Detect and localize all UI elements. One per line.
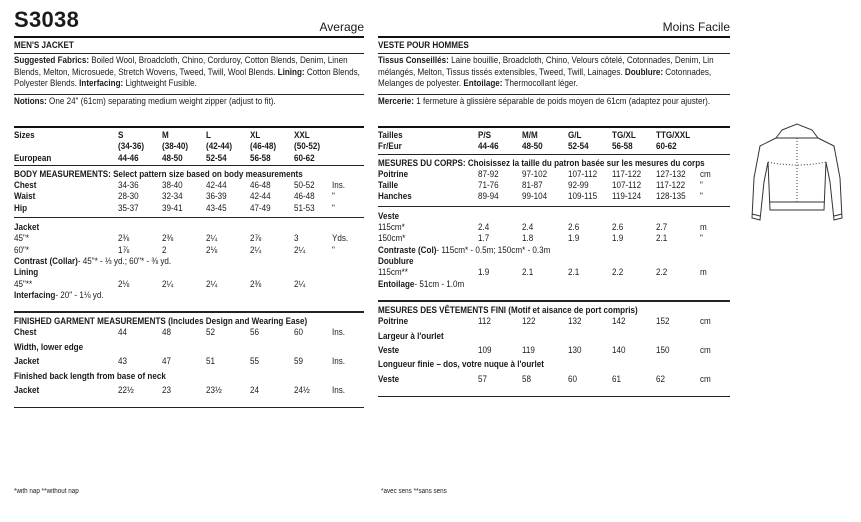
size-name: P/S <box>478 130 492 140</box>
value-cell: 51 <box>206 356 216 367</box>
lining-text: Cotton Blends, Polyester Blends. <box>14 66 360 88</box>
row-label: 45"* <box>14 233 30 244</box>
european-size: 56-58 <box>612 141 633 152</box>
value-cell: 2.2 <box>612 267 624 278</box>
fabrics-block-fr <box>378 55 728 90</box>
value-cell: 38-40 <box>162 180 183 191</box>
sizes-label: Sizes <box>14 130 35 140</box>
yardage-row <box>14 245 364 256</box>
value-cell: 52 <box>206 327 216 338</box>
body-heading: BODY MEASUREMENTS: Select pattern size based on body measurements <box>14 168 303 179</box>
value-cell: 2.4 <box>478 222 490 233</box>
value-cell: 89-94 <box>478 191 499 202</box>
measurement-table-fr <box>378 130 730 400</box>
value-cell: 32-34 <box>162 191 183 202</box>
spacer <box>14 399 364 405</box>
value-cell: 23 <box>162 385 172 396</box>
value-cell: 43 <box>118 356 128 367</box>
value-cell: 55 <box>250 356 260 367</box>
contrast-line <box>14 256 171 267</box>
interfacing-label-fr: Entoilage: <box>463 78 503 88</box>
size-name: G/L <box>568 130 582 140</box>
finished-row <box>378 374 730 388</box>
value-cell: 2⅛ <box>118 278 130 289</box>
yardage-heading <box>378 256 730 267</box>
interfacing-text-fr: Thermocollant léger. <box>502 78 578 88</box>
notions-block-fr <box>378 96 728 108</box>
row-label: Taille <box>378 180 399 191</box>
european-size: 44-46 <box>478 141 499 152</box>
finished-row <box>14 371 364 385</box>
garment-title-fr: VESTE POUR HOMMES <box>378 40 469 50</box>
value-cell: 2.2 <box>656 267 668 278</box>
size-name: XXL <box>294 130 310 140</box>
value-cell: 150 <box>656 344 670 355</box>
value-cell: 2.1 <box>656 233 668 244</box>
finished-row <box>378 359 730 373</box>
interfacing-row-label: Interfacing <box>14 289 56 300</box>
row-label: Hip <box>14 202 28 213</box>
skill-level-fr: Moins Facile <box>662 20 730 34</box>
row-label: Width, lower edge <box>14 341 84 352</box>
divider <box>378 94 730 95</box>
row-label: Poitrine <box>378 316 409 327</box>
value-cell: 1.8 <box>522 233 534 244</box>
unit-cell: m <box>700 267 707 278</box>
jacket-label: Jacket <box>14 222 40 233</box>
section-heading <box>378 305 730 316</box>
contrast-row <box>378 245 730 256</box>
row-label: Veste <box>378 373 400 384</box>
value-cell: 1⅞ <box>118 244 130 255</box>
row-label: Largeur à l'ourlet <box>378 330 444 341</box>
value-cell: 132 <box>568 316 582 327</box>
value-cell: 2⅜ <box>250 278 262 289</box>
value-cell: 128-135 <box>656 191 686 202</box>
european-size: 48-50 <box>522 141 543 152</box>
section-rule <box>14 126 364 128</box>
value-cell: 35-37 <box>118 202 139 213</box>
value-cell: 119 <box>522 344 535 355</box>
lining-text-fr: Cotonnades, Melanges de polyester. <box>378 66 712 88</box>
notions-label: Notions: <box>14 96 47 106</box>
size-name: XL <box>250 130 261 140</box>
row-label: Jacket <box>14 356 40 367</box>
value-cell: 2.6 <box>612 222 624 233</box>
interfacing-line <box>378 279 464 290</box>
divider <box>378 206 730 207</box>
row-label: Veste <box>378 344 400 355</box>
european-size: 52-54 <box>568 141 589 152</box>
french-column <box>378 8 730 518</box>
interfacing-row-label: Entoilage <box>378 278 415 289</box>
value-cell: 50-52 <box>294 180 315 191</box>
yardage-row <box>14 279 364 290</box>
value-cell: 36-39 <box>206 191 227 202</box>
value-cell: 43-45 <box>206 202 227 213</box>
spacer <box>378 290 730 298</box>
finished-heading: FINISHED GARMENT MEASUREMENTS (Includes Design and Wearing Ease) <box>14 316 308 327</box>
divider <box>14 53 364 54</box>
unit-cell: m <box>700 222 707 233</box>
european-row <box>14 153 364 164</box>
value-cell: 2¼ <box>294 244 306 255</box>
value-cell: 1.9 <box>478 267 490 278</box>
row-label: Finished back length from base of neck <box>14 370 166 381</box>
header-rule <box>14 36 364 38</box>
value-cell: 47 <box>162 356 172 367</box>
footnote: *with nap **without nap <box>14 488 79 495</box>
size-name: TTG/XXL <box>656 130 691 140</box>
value-cell: 2¼ <box>206 278 218 289</box>
unit-cell: cm <box>700 168 711 179</box>
divider <box>14 94 364 95</box>
value-cell: 42-44 <box>250 191 271 202</box>
value-cell: 127-132 <box>656 168 686 179</box>
yardage-heading <box>14 267 364 278</box>
yardage-row <box>14 233 364 244</box>
european-size: 48-50 <box>162 152 183 163</box>
interfacing-text: Lightweight Fusible. <box>123 78 197 88</box>
measurement-table <box>14 130 364 411</box>
sizes-row <box>378 130 730 141</box>
row-label: Hanches <box>378 191 412 202</box>
row-label: Jacket <box>14 385 40 396</box>
row-label: Chest <box>14 327 37 338</box>
row-label: Longueur finie – dos, votre nuque à l'ourlet <box>378 359 544 370</box>
lining-label: Lining: <box>277 66 305 77</box>
value-cell: 97-102 <box>522 168 548 179</box>
section-heading <box>14 169 364 180</box>
value-cell: 71-76 <box>478 180 499 191</box>
row-label: Poitrine <box>378 168 409 179</box>
contrast-text: - 115cm* - 0.5m; 150cm* - 0.3m <box>436 244 551 255</box>
divider <box>378 154 730 155</box>
fabrics-label: Suggested Fabrics: <box>14 55 90 65</box>
interfacing-line <box>14 290 104 301</box>
value-cell: 23½ <box>206 385 222 396</box>
jacket-back-view-icon <box>748 118 846 236</box>
value-cell: 92-99 <box>568 180 589 191</box>
european-size: 52-54 <box>206 152 227 163</box>
divider <box>14 311 364 313</box>
value-cell: 117-122 <box>612 168 642 179</box>
divider <box>378 53 730 54</box>
value-cell: 22½ <box>118 385 134 396</box>
yardage-heading <box>378 211 730 222</box>
footnote-fr: *avec sens **sans sens <box>381 488 447 495</box>
row-label: 115cm* <box>378 222 405 233</box>
value-cell: 24 <box>250 385 260 396</box>
value-cell: 60 <box>568 373 578 384</box>
value-cell: 46-48 <box>250 180 271 191</box>
size-name: L <box>206 130 211 140</box>
unit-cell: " <box>332 202 335 213</box>
size-name: TG/XL <box>612 130 636 140</box>
unit-cell: cm <box>700 373 711 384</box>
unit-cell: " <box>700 233 703 244</box>
body-row <box>14 203 364 214</box>
lining-label-fr: Doublure: <box>624 66 664 77</box>
value-cell: 57 <box>478 373 488 384</box>
value-cell: 130 <box>568 344 582 355</box>
fabrics-label-fr: Tissus Conseillés: <box>378 55 449 65</box>
european-size: 60-62 <box>656 141 677 152</box>
value-cell: 109-115 <box>568 191 598 202</box>
divider <box>378 396 730 397</box>
pattern-code: S3038 <box>14 7 80 32</box>
section-rule <box>378 126 730 128</box>
divider <box>14 165 364 166</box>
size-range: (50-52) <box>294 141 321 152</box>
body-row <box>378 169 730 180</box>
finished-heading: MESURES DES VÊTEMENTS FINI (Motif et aisance de port compris) <box>378 304 638 315</box>
jacket-label: Veste <box>378 210 400 221</box>
body-heading: MESURES DU CORPS: Choisissez la taille du patron basée sur les mesures du corps <box>378 157 705 168</box>
value-cell: 107-112 <box>568 168 598 179</box>
value-cell: 117-122 <box>656 180 686 191</box>
contrast-label: Contraste (Col) <box>378 244 437 255</box>
value-cell: 56 <box>250 327 260 338</box>
finished-row <box>14 327 364 341</box>
value-cell: 2⅜ <box>118 233 130 244</box>
value-cell: 1.9 <box>612 233 624 244</box>
divider <box>14 407 364 408</box>
body-row <box>14 191 364 202</box>
skill-level: Average <box>319 20 364 34</box>
value-cell: 61 <box>612 373 622 384</box>
yardage-row <box>378 267 730 278</box>
body-row <box>14 180 364 191</box>
size-range: (42-44) <box>206 141 233 152</box>
row-label: 115cm** <box>378 267 408 278</box>
finished-row <box>14 385 364 399</box>
notions-block <box>14 96 364 108</box>
value-cell: 2⅛ <box>206 244 218 255</box>
value-cell: 58 <box>522 373 532 384</box>
value-cell: 81-87 <box>522 180 543 191</box>
divider <box>378 300 730 302</box>
interfacing-label: Interfacing: <box>79 78 124 88</box>
value-cell: 34-36 <box>118 180 139 191</box>
value-cell: 51-53 <box>294 202 315 213</box>
header-rule <box>378 36 730 38</box>
english-column <box>14 8 364 518</box>
unit-cell: " <box>332 244 335 255</box>
european-row <box>378 141 730 152</box>
value-cell: 62 <box>656 373 666 384</box>
value-cell: 2¼ <box>250 244 262 255</box>
value-cell: 122 <box>522 316 536 327</box>
finished-row <box>378 316 730 330</box>
fabrics-block <box>14 55 364 90</box>
value-cell: 42-44 <box>206 180 227 191</box>
contrast-label: Contrast (Collar) <box>14 255 78 266</box>
value-cell: 2.7 <box>656 222 668 233</box>
contrast-row <box>14 256 364 267</box>
notions-label-fr: Mercerie: <box>378 96 414 106</box>
sizes-paren-row <box>14 141 364 152</box>
value-cell: 140 <box>612 344 626 355</box>
interfacing-row <box>14 290 364 301</box>
european-size: 60-62 <box>294 152 315 163</box>
value-cell: 87-92 <box>478 168 499 179</box>
garment-title: MEN'S JACKET <box>14 40 74 50</box>
finished-row <box>14 342 364 356</box>
value-cell: 1.9 <box>568 233 580 244</box>
size-range: (46-48) <box>250 141 277 152</box>
spacer <box>378 388 730 394</box>
row-label: Waist <box>14 191 36 202</box>
unit-cell: Ins. <box>332 385 346 396</box>
notions-text: One 24" (61cm) separating medium weight zipper (adjust to fit). <box>46 96 276 106</box>
value-cell: 2⅜ <box>162 233 174 244</box>
finished-row <box>14 356 364 370</box>
value-cell: 107-112 <box>612 180 642 191</box>
interfacing-row-text: - 20" - 1⅛ yd. <box>55 289 104 300</box>
finished-row <box>378 345 730 359</box>
unit-cell: cm <box>700 316 711 327</box>
fabrics-text: Boiled Wool, Broadcloth, Chino, Corduroy, Cotton Blends, Denim, Linen Blends, Melton, Microsuede, Stretch Wovens, Tweed, Twill, Wool Blends. <box>14 55 348 77</box>
unit-cell: " <box>700 180 703 191</box>
row-label: 60"* <box>14 244 30 255</box>
value-cell: 112 <box>478 316 491 327</box>
contrast-line <box>378 245 550 256</box>
spacer <box>14 301 364 309</box>
value-cell: 152 <box>656 316 670 327</box>
value-cell: 2⅞ <box>250 233 262 244</box>
value-cell: 59 <box>294 356 304 367</box>
yardage-row <box>378 233 730 244</box>
value-cell: 60 <box>294 327 304 338</box>
value-cell: 2¼ <box>206 233 218 244</box>
value-cell: 119-124 <box>612 191 642 202</box>
fabrics-text-fr: Laine bouillie, Broadcloth, Chino, Velours côtelé, Cotonnades, Denim, Lin mélangés, Melton, Tissus tissés extensibles, Tweed, Twill, Lainages. <box>378 55 714 77</box>
value-cell: 2.1 <box>568 267 580 278</box>
size-range: (38-40) <box>162 141 189 152</box>
value-cell: 3 <box>294 233 299 244</box>
value-cell: 2¼ <box>162 278 174 289</box>
value-cell: 39-41 <box>162 202 183 213</box>
unit-cell: Ins. <box>332 327 346 338</box>
body-row <box>378 180 730 191</box>
row-label: 45"** <box>14 278 33 289</box>
row-label: Chest <box>14 180 37 191</box>
section-heading <box>378 158 730 169</box>
lining-section-label: Doublure <box>378 255 414 266</box>
value-cell: 99-104 <box>522 191 548 202</box>
sizes-label: Tailles <box>378 130 403 140</box>
value-cell: 2.1 <box>522 267 534 278</box>
interfacing-row <box>378 279 730 290</box>
european-label: European <box>14 152 52 163</box>
unit-cell: Ins. <box>332 180 346 191</box>
size-range: (34-36) <box>118 141 145 152</box>
unit-cell: Yds. <box>332 233 349 244</box>
divider <box>14 217 364 218</box>
notions-text-fr: 1 fermeture à glissière séparable de poids moyen de 61cm (adaptez pour ajuster). <box>413 96 711 106</box>
yardage-row <box>378 222 730 233</box>
size-name: S <box>118 130 124 140</box>
size-name: M <box>162 130 169 140</box>
value-cell: 28-30 <box>118 191 139 202</box>
section-heading <box>14 316 364 327</box>
unit-cell: " <box>332 191 335 202</box>
value-cell: 2 <box>162 244 167 255</box>
european-label: Fr/Eur <box>378 141 402 152</box>
value-cell: 1.7 <box>478 233 490 244</box>
interfacing-row-text: - 51cm - 1.0m <box>414 278 465 289</box>
value-cell: 142 <box>612 316 626 327</box>
value-cell: 48 <box>162 327 172 338</box>
body-row <box>378 191 730 202</box>
unit-cell: Ins. <box>332 356 346 367</box>
row-label: 150cm* <box>378 233 406 244</box>
unit-cell: " <box>700 191 703 202</box>
value-cell: 109 <box>478 344 492 355</box>
value-cell: 46-48 <box>294 191 315 202</box>
unit-cell: cm <box>700 344 711 355</box>
size-name: M/M <box>522 130 538 140</box>
lining-section-label: Lining <box>14 267 39 278</box>
value-cell: 2.4 <box>522 222 534 233</box>
value-cell: 2¼ <box>294 278 306 289</box>
value-cell: 47-49 <box>250 202 271 213</box>
contrast-text: - 45"* - ⅓ yd.; 60"* - ⅜ yd. <box>77 255 172 266</box>
yardage-heading <box>14 222 364 233</box>
value-cell: 24½ <box>294 385 310 396</box>
value-cell: 2.6 <box>568 222 580 233</box>
european-size: 56-58 <box>250 152 271 163</box>
finished-row <box>378 331 730 345</box>
sizes-row <box>14 130 364 141</box>
value-cell: 44 <box>118 327 128 338</box>
european-size: 44-46 <box>118 152 139 163</box>
